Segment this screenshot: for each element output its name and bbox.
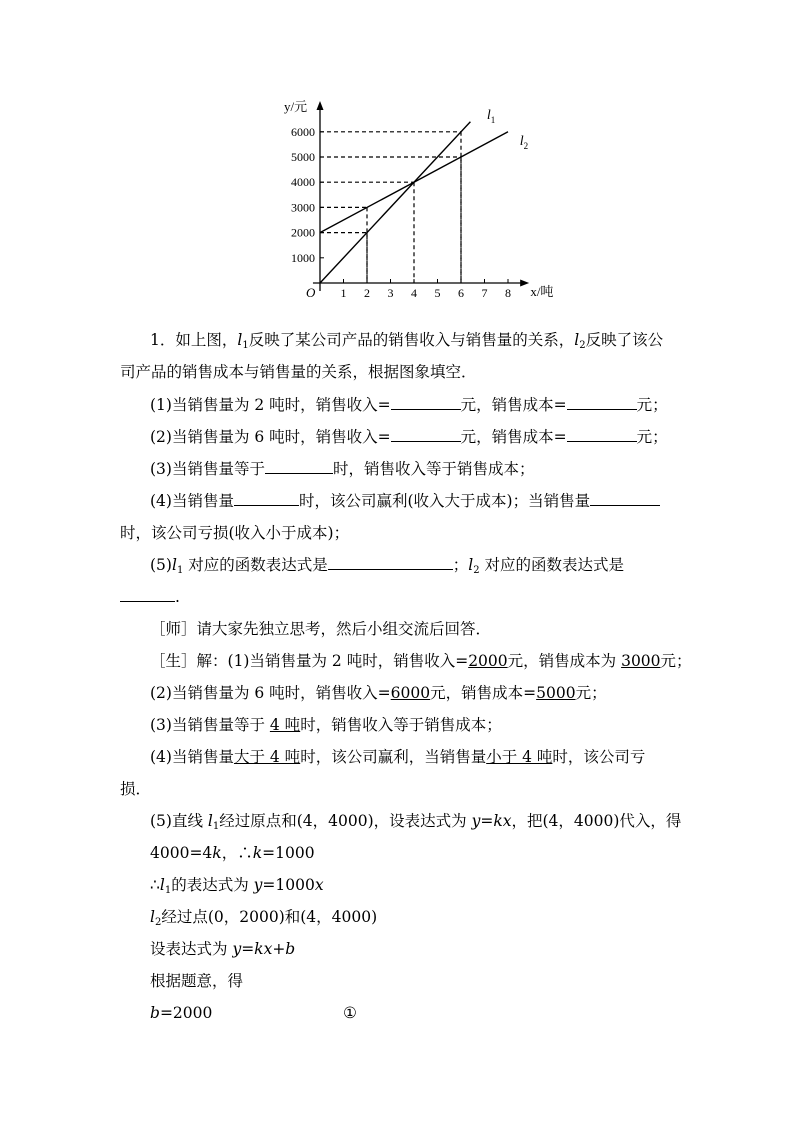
y-tick-label: 3000 [291, 200, 315, 215]
x-tick-label: 2 [364, 286, 370, 300]
answer-5-line4: $l_2$经过点(0，2000)和(4，4000) [150, 908, 378, 928]
x-tick-label: 3 [387, 286, 394, 300]
answer-5-line7: b=2000 [150, 1004, 213, 1022]
problem-intro-line2: 司产品的销售成本与销售量的关系，根据图象填空． [120, 363, 477, 381]
x-axis-arrow [520, 280, 529, 287]
y-tick-label: 2000 [291, 225, 315, 240]
question-5-line1: $(5)l_1$ 对应的函数表达式是 ；$l_2$ 对应的函数表达式是 [150, 556, 625, 576]
answer-5-line2: 4000=4k，∴k=1000 [150, 844, 315, 862]
graph-lines [320, 122, 508, 283]
answer-5-line6: 根据题意，得 [150, 972, 244, 990]
question-2: (2)当销售量为 6 吨时，销售收入= 元，销售成本= 元； [150, 428, 668, 446]
problem-intro-line1: 1．如上图，$l_1$反映了某公司产品的销售收入与销售量的关系，$l_2$反映了该公 [150, 331, 664, 351]
question-1: (1)当销售量为 2 吨时，销售收入= 元，销售成本= 元； [150, 396, 668, 414]
y-tick-label: 1000 [291, 250, 315, 265]
x-tick-label: 8 [505, 286, 511, 300]
origin-label: O [306, 285, 316, 300]
answer-5-line3: $\therefore l_1$的表达式为 y=1000x [150, 876, 324, 896]
series-line-l1 [320, 122, 470, 283]
x-tick-label: 1 [340, 286, 347, 300]
teacher-line: ［师］请大家先独立思考，然后小组交流后回答． [150, 620, 492, 638]
answer-4-line2: 损． [120, 780, 152, 798]
answer-4-line1: (4)当销售量大于 4 吨时，该公司赢利，当销售量小于 4 吨时，该公司亏 [150, 748, 646, 766]
series-label-l2: $l_2$ [519, 134, 529, 151]
axes [313, 101, 529, 291]
equation-marker: ① [343, 1004, 357, 1022]
x-tick-label: 6 [458, 286, 464, 300]
x-tick-label: 7 [481, 286, 488, 300]
question-4-line1: (4)当销售量 时，该公司赢利(收入大于成本)；当销售量 [150, 490, 660, 512]
tick-labels [284, 99, 553, 300]
series-label-l1: $l_1$ [486, 108, 496, 125]
function-graph [275, 95, 565, 310]
question-5-line2: . [120, 586, 180, 608]
y-axis-label: y/元 [284, 99, 308, 114]
x-axis-label: x/吨 [530, 284, 554, 299]
question-4-line2: 时，该公司亏损(收入小于成本)； [120, 524, 350, 542]
answer-2: (2)当销售量为 6 吨时，销售收入=6000元，销售成本=5000元； [150, 684, 607, 702]
answer-1: ［生］解：(1)当销售量为 2 吨时，销售收入=2000元，销售成本为 3000元； [150, 652, 692, 670]
question-3: (3)当销售量等于 时，销售收入等于销售成本； [150, 460, 535, 478]
answer-5-line1: (5)直线 $l_1$经过原点和(4，4000)，设表达式为 y=kx，把(4，4000)代入，得 [150, 812, 682, 832]
y-tick-label: 5000 [291, 150, 315, 164]
x-tick-label: 5 [434, 286, 441, 300]
y-tick-label: 6000 [291, 124, 315, 139]
x-tick-label: 4 [411, 286, 417, 300]
answer-3: (3)当销售量等于 4 吨时，销售收入等于销售成本； [150, 716, 502, 734]
y-tick-label: 4000 [291, 175, 315, 190]
y-axis-arrow [317, 101, 324, 110]
answer-5-line5: 设表达式为 y=kx+b [150, 940, 296, 958]
